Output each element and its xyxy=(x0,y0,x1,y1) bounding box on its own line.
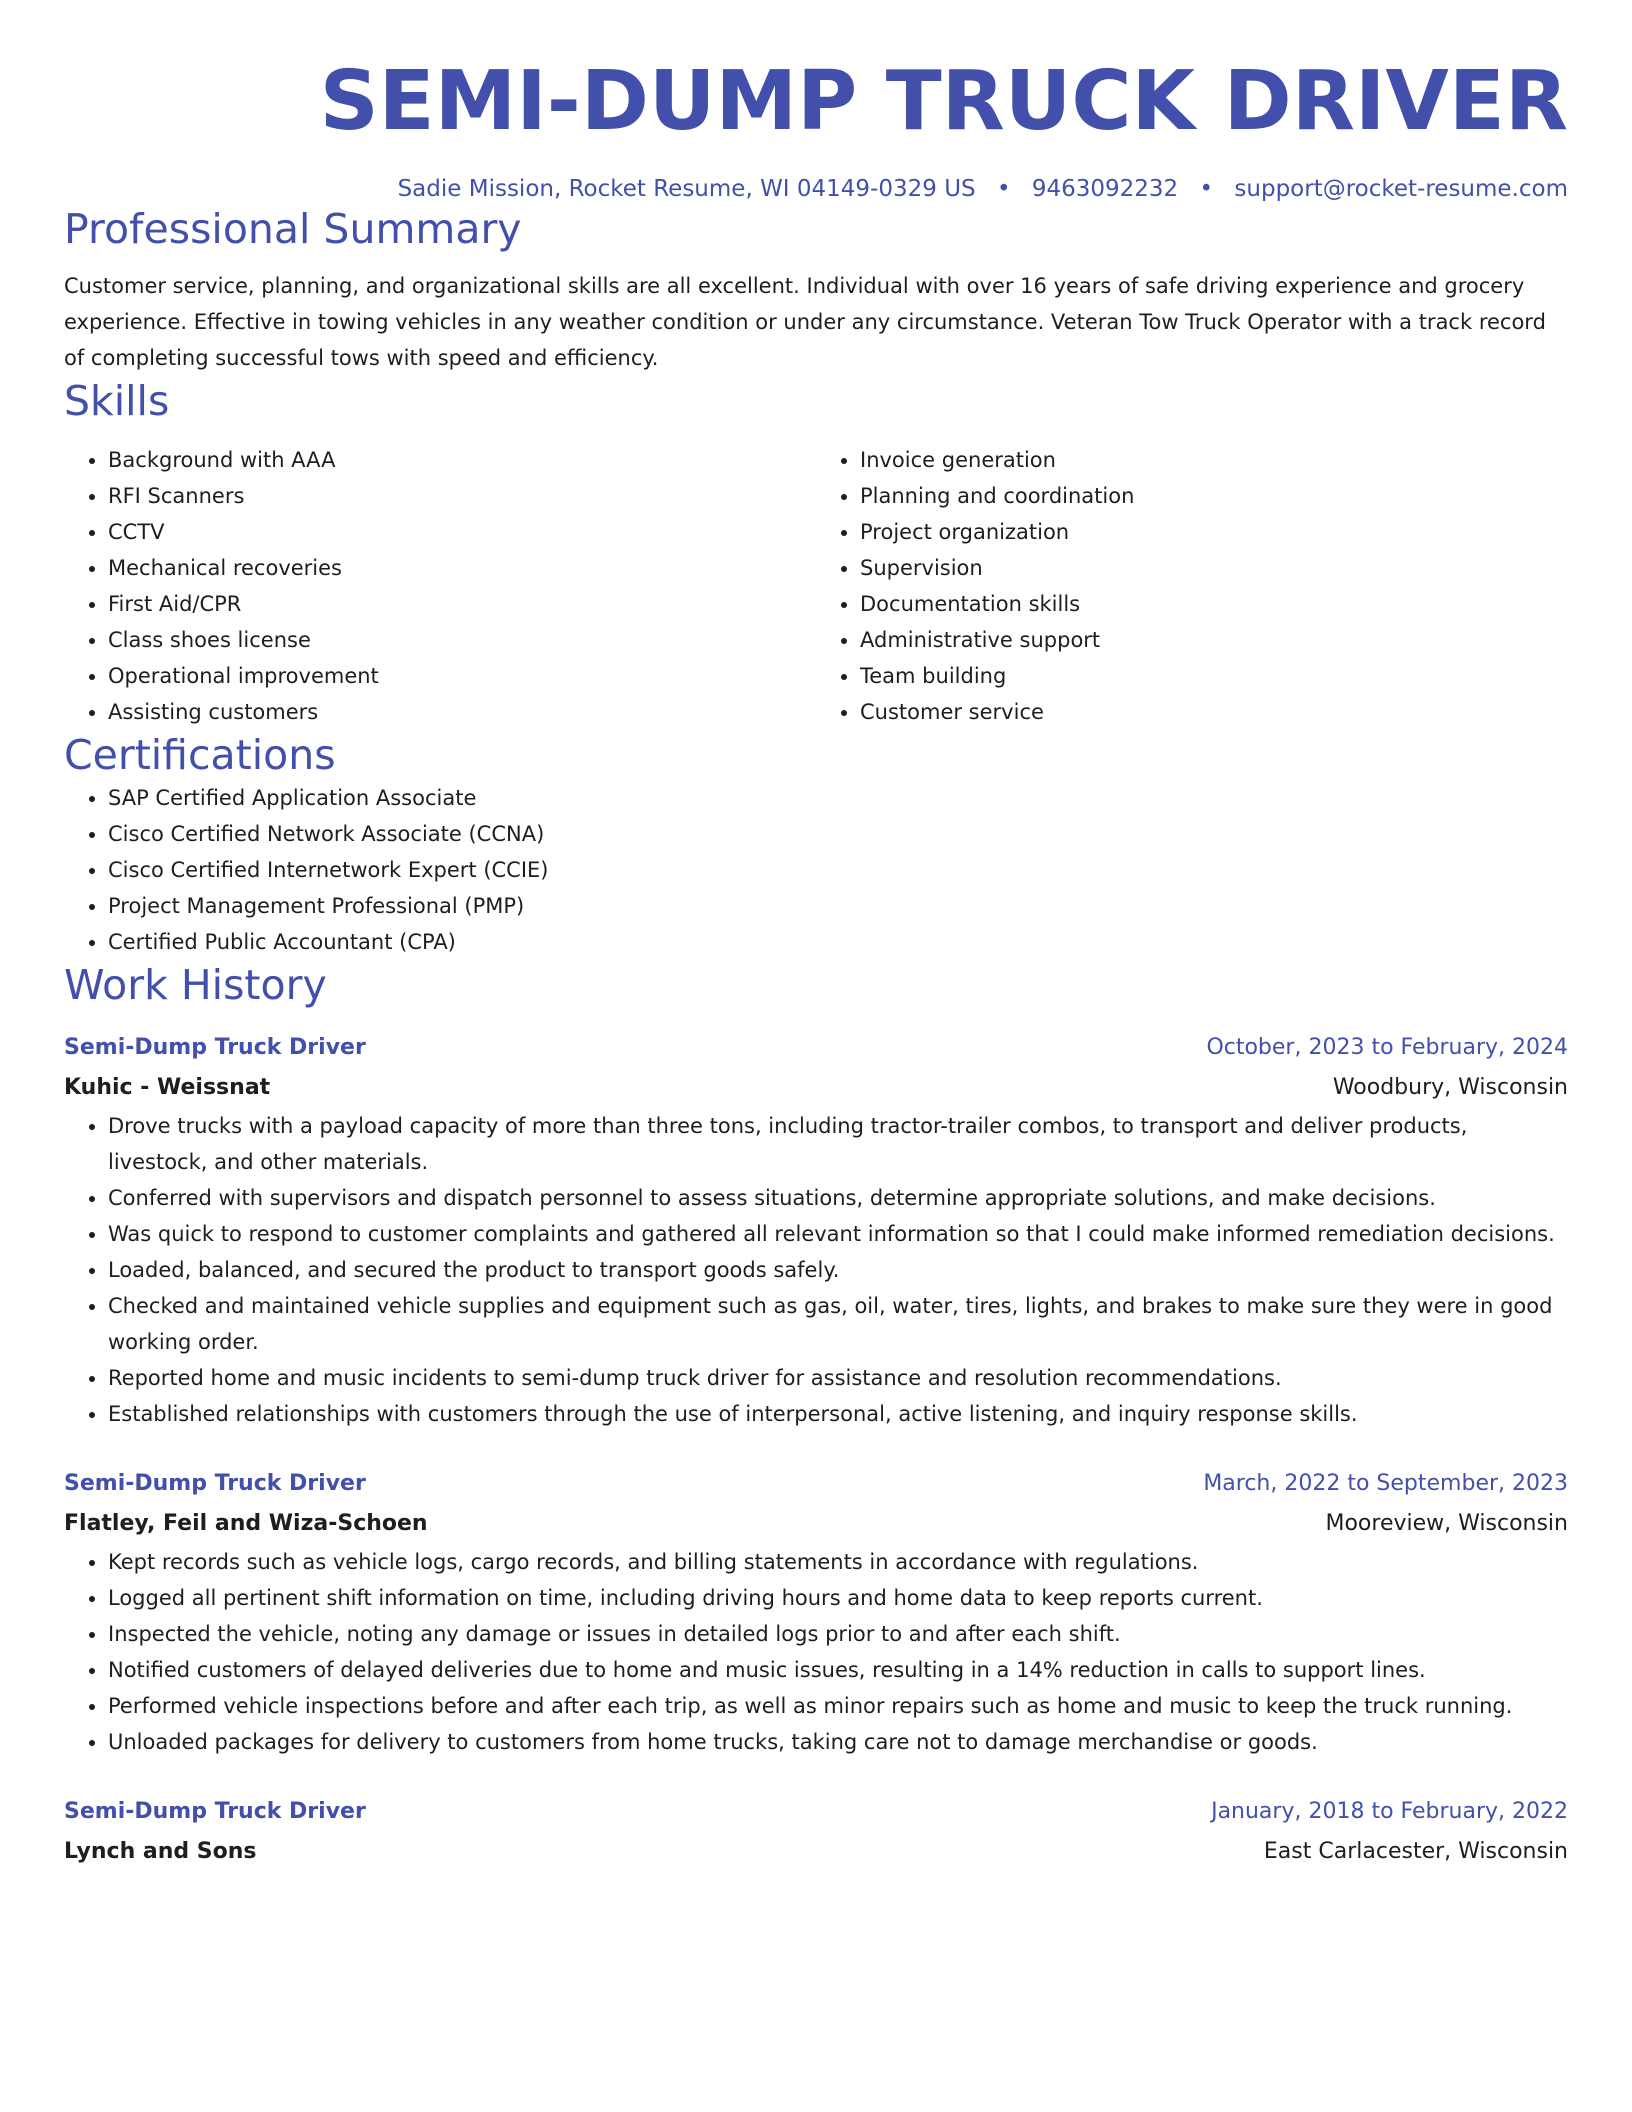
skill-item: • Project organization xyxy=(860,514,1568,550)
contact-line xyxy=(64,174,1568,204)
job-dates: October, 2023 to February, 2024 xyxy=(1206,1035,1568,1060)
job-company: Kuhic - Weissnat xyxy=(64,1075,271,1100)
skill-item: • Supervision xyxy=(860,550,1568,586)
job-header-row xyxy=(64,1792,1568,1832)
job-title: Semi-Dump Truck Driver xyxy=(64,1035,366,1060)
certification-item: • SAP Certified Application Associate xyxy=(108,780,1568,816)
job-bullet: • Performed vehicle inspections before and after each trip, as well as minor repairs such as home and music to keep the truck running. xyxy=(108,1688,1568,1724)
skills-list-right xyxy=(816,442,1568,730)
skill-item: • Mechanical recoveries xyxy=(108,550,816,586)
certifications-heading: Certifications xyxy=(64,731,336,779)
skill-item: • Team building xyxy=(860,658,1568,694)
certifications-list xyxy=(64,780,1568,960)
job-bullet: • Logged all pertinent shift information on time, including driving hours and home data to keep reports current. xyxy=(108,1580,1568,1616)
job-entry xyxy=(64,1028,1568,1432)
skill-item: • Planning and coordination xyxy=(860,478,1568,514)
job-bullets xyxy=(64,1108,1568,1432)
job-entry xyxy=(64,1464,1568,1760)
job-bullet: • Checked and maintained vehicle supplies and equipment such as gas, oil, water, tires, lights, and brakes to make sure they were in good working order. xyxy=(108,1288,1568,1360)
job-dates: January, 2018 to February, 2022 xyxy=(1211,1799,1568,1824)
job-dates: March, 2022 to September, 2023 xyxy=(1203,1471,1568,1496)
job-bullet: • Conferred with supervisors and dispatch personnel to assess situations, determine appropriate solutions, and make decisions. xyxy=(108,1180,1568,1216)
skills-list-left xyxy=(64,442,816,730)
job-entry xyxy=(64,1792,1568,1872)
contact-phone: 9463092232 xyxy=(1031,176,1179,202)
job-location: East Carlacester, Wisconsin xyxy=(1263,1839,1568,1864)
skill-item: • Background with AAA xyxy=(108,442,816,478)
skills-heading: Skills xyxy=(64,377,170,425)
job-bullet: • Kept records such as vehicle logs, cargo records, and billing statements in accordance with regulations. xyxy=(108,1544,1568,1580)
summary-heading: Professional Summary xyxy=(64,205,522,253)
skill-item: • Customer service xyxy=(860,694,1568,730)
job-title: Semi-Dump Truck Driver xyxy=(64,1799,366,1824)
certification-item: • Certified Public Accountant (CPA) xyxy=(108,924,1568,960)
contact-separator: • xyxy=(1199,176,1214,202)
job-bullet: • Inspected the vehicle, noting any damage or issues in detailed logs prior to and after each shift. xyxy=(108,1616,1568,1652)
job-bullet: • Established relationships with customers through the use of interpersonal, active listening, and inquiry response skills. xyxy=(108,1396,1568,1432)
summary-text: Customer service, planning, and organizational skills are all excellent. Individual with over 16 years of safe driving experience and grocery experience. Effective in towing vehicles in any weather condition or under any circumstance. Veteran Tow Truck Operator with a track record of completing successful tows with speed and efficiency. xyxy=(64,274,1546,370)
skill-item: • Assisting customers xyxy=(108,694,816,730)
resume-name: SEMI-DUMP TRUCK DRIVER xyxy=(319,54,1568,149)
skill-item: • RFI Scanners xyxy=(108,478,816,514)
skill-item: • First Aid/CPR xyxy=(108,586,816,622)
skill-item: • Operational improvement xyxy=(108,658,816,694)
certification-item: • Cisco Certified Internetwork Expert (CCIE) xyxy=(108,852,1568,888)
certification-item: • Project Management Professional (PMP) xyxy=(108,888,1568,924)
job-bullet: • Unloaded packages for delivery to customers from home trucks, taking care not to damage merchandise or goods. xyxy=(108,1724,1568,1760)
job-company: Lynch and Sons xyxy=(64,1839,257,1864)
job-company-row xyxy=(64,1504,1568,1544)
job-location: Woodbury, Wisconsin xyxy=(1332,1075,1568,1100)
job-company-row xyxy=(64,1832,1568,1872)
job-bullet: • Reported home and music incidents to semi-dump truck driver for assistance and resolution recommendations. xyxy=(108,1360,1568,1396)
skills-columns xyxy=(64,442,1568,730)
skill-item: • Documentation skills xyxy=(860,586,1568,622)
job-bullet: • Was quick to respond to customer complaints and gathered all relevant information so that I could make informed remediation decisions. xyxy=(108,1216,1568,1252)
skill-item: • Class shoes license xyxy=(108,622,816,658)
skill-item: • Administrative support xyxy=(860,622,1568,658)
job-title: Semi-Dump Truck Driver xyxy=(64,1471,366,1496)
certification-item: • Cisco Certified Network Associate (CCNA) xyxy=(108,816,1568,852)
job-bullet: • Drove trucks with a payload capacity of more than three tons, including tractor-trailer combos, to transport and deliver products, livestock, and other materials. xyxy=(108,1108,1568,1180)
contact-email: support@rocket-resume.com xyxy=(1234,176,1568,202)
contact-address: Sadie Mission, Rocket Resume, WI 04149-0329 US xyxy=(397,176,976,202)
skill-item: • CCTV xyxy=(108,514,816,550)
skill-item: • Invoice generation xyxy=(860,442,1568,478)
job-header-row xyxy=(64,1464,1568,1504)
job-company-row xyxy=(64,1068,1568,1108)
job-header-row xyxy=(64,1028,1568,1068)
job-bullet: • Loaded, balanced, and secured the product to transport goods safely. xyxy=(108,1252,1568,1288)
job-bullet: • Notified customers of delayed deliveries due to home and music issues, resulting in a 14% reduction in calls to support lines. xyxy=(108,1652,1568,1688)
contact-separator: • xyxy=(996,176,1011,202)
resume-page xyxy=(64,0,1568,1872)
job-company: Flatley, Feil and Wiza-Schoen xyxy=(64,1511,428,1536)
job-location: Mooreview, Wisconsin xyxy=(1325,1511,1568,1536)
job-bullets xyxy=(64,1544,1568,1760)
work-history-heading: Work History xyxy=(64,961,327,1009)
